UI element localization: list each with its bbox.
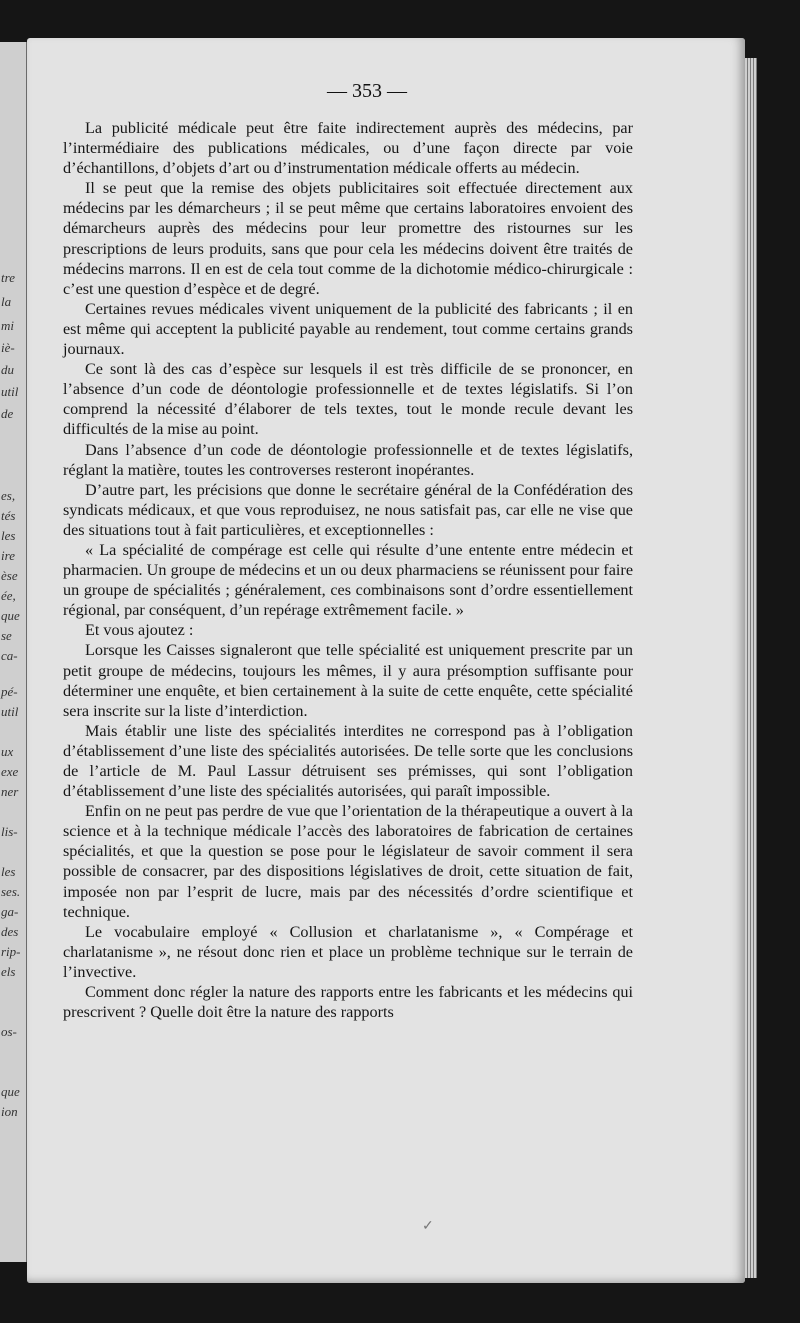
body-text (63, 118, 633, 1022)
margin-fragment: es, (1, 488, 16, 503)
paragraph: Dans l’absence d’un code de déontologie professionnelle et de textes législatifs, réglant la matière, toutes les controverses resteront inopérantes. (63, 440, 633, 479)
margin-fragment: iè- (1, 340, 15, 355)
margin-fragment: lis- (1, 824, 18, 839)
margin-fragment: du (1, 362, 14, 377)
margin-fragment: pé- (1, 684, 18, 699)
margin-fragment: tés (1, 508, 16, 523)
paragraph: Mais établir une liste des spécialités interdites ne correspond pas à l’obligation d’établissement d’une liste des spécialités autorisées. De telle sorte que les conclusions de l’article de M. Paul Lassur détruisent ses prémisses, qui sont l’obligation d’établissement d’une liste des spécialités autorisées, qui paraît impossible. (63, 721, 633, 801)
margin-fragment: ux (1, 744, 14, 759)
margin-fragment: ée, (1, 588, 16, 603)
paragraph: Lorsque les Caisses signaleront que telle spécialité est uniquement prescrite par un petit groupe de médecins, toujours les mêmes, il y aura présomption suffisante pour déterminer une enquête, et bien certainement à la suite de cette enquête, cette spécialité sera inscrite sur la liste d’interdiction. (63, 641, 633, 720)
margin-fragment: que (1, 1084, 20, 1099)
paragraph: Enfin on ne peut pas perdre de vue que l’orientation de la thérapeutique a ouvert à la science et à la technique médicale l’accès des laboratoires de fabrication de certaines spécialités, et que la question se pose pour le législateur de savoir comment il sera possible de consacrer, par des dispositions législatives de droit, cette situation de fait, imposée non par l’esprit de lucre, mais par des nécessités d’ordre scientifique et technique. (63, 802, 633, 921)
ink-mark: ✓ (422, 1219, 434, 1234)
margin-fragment: util (1, 384, 19, 399)
paragraph: Certaines revues médicales vivent uniquement de la publicité des fabricants ; il en est même qui acceptent la publicité payable au rendement, tout comme certains grands journaux. (63, 299, 633, 359)
margin-fragment: ca- (1, 648, 18, 663)
page-stack-edge (745, 58, 757, 1278)
margin-fragment: les (1, 864, 16, 879)
margin-fragment: la (1, 294, 12, 309)
margin-fragment: que (1, 608, 20, 623)
paragraph: D’autre part, les précisions que donne le secrétaire général de la Confédération des syndicats médicaux, et que vous reproduisez, ne nous satisfait pas, car elle ne vise que des situations tout à fait particulières, et exceptionnelles : (63, 480, 633, 539)
margin-fragment: èse (1, 568, 18, 583)
margin-fragment: os- (1, 1024, 17, 1039)
paragraph: Et vous ajoutez : (85, 621, 194, 640)
margin-fragment: ga- (1, 904, 19, 919)
margin-fragment: des (1, 924, 19, 939)
margin-fragment: tre (1, 270, 15, 285)
book-page (27, 38, 745, 1283)
paragraph: Le vocabulaire employé « Collusion et charlatanisme », « Compérage et charlatanisme », ne résout donc rien et place un problème technique sur le terrain de l’invective. (63, 922, 633, 981)
margin-fragment: rip- (1, 944, 21, 959)
margin-fragment: els (1, 964, 16, 979)
paragraph: La publicité médicale peut être faite indirectement auprès des médecins, par l’intermédiaire des publications médicales, ou d’une façon directe par voie d’échantillons, d’objets d’art ou d’instrumentation médicale offerts au médecin. (63, 119, 633, 178)
margin-fragment: de (1, 406, 14, 421)
margin-fragment: ire (1, 548, 15, 563)
paragraph: Comment donc régler la nature des rapports entre les fabricants et les médecins qui prescrivent ? Quelle doit être la nature des rapports (63, 983, 633, 1022)
margin-fragment: ses. (1, 884, 21, 899)
adjacent-page-edge (0, 42, 28, 1262)
paragraph: Ce sont là des cas d’espèce sur lesquels il est très difficile de se prononcer, en l’absence d’un code de déontologie professionnelle et de textes législatifs. Si l’on comprend la nécessité d’élaborer de tels textes, tout le monde recule devant les difficultés de la mise au point. (63, 360, 633, 439)
paragraph: Il se peut que la remise des objets publicitaires soit effectuée directement aux médecins par les démarcheurs ; il se peut même que certains laboratoires envoient des démarcheurs auprès des médecins pour leur promettre des ristournes sur les prescriptions de leurs produits, sans que pour cela les médecins doivent être traités de médecins marrons. Il en est de cela tout comme de la dichotomie médico-chirurgicale : c’est une question d’espèce et de degré. (63, 179, 633, 298)
margin-fragment: mi (1, 318, 14, 333)
quote-paragraph: « La spécialité de compérage est celle qui résulte d’une entente entre médecin et pharmacien. Un groupe de médecins et un ou deux pharmaciens se réunissent pour faire un groupe de spécialités ; généralement, ces combinaisons sont d’ordre essentiellement régional, par conséquent, d’un repérage extrêmement facile. » (63, 540, 633, 620)
margin-fragment: ner (1, 784, 19, 799)
margin-fragment: exe (1, 764, 19, 779)
margin-fragment: util (1, 704, 19, 719)
margin-fragment: ion (1, 1104, 18, 1119)
page-number-header: — 353 — (327, 80, 407, 102)
margin-fragment: les (1, 528, 16, 543)
margin-fragment: se (1, 628, 12, 643)
